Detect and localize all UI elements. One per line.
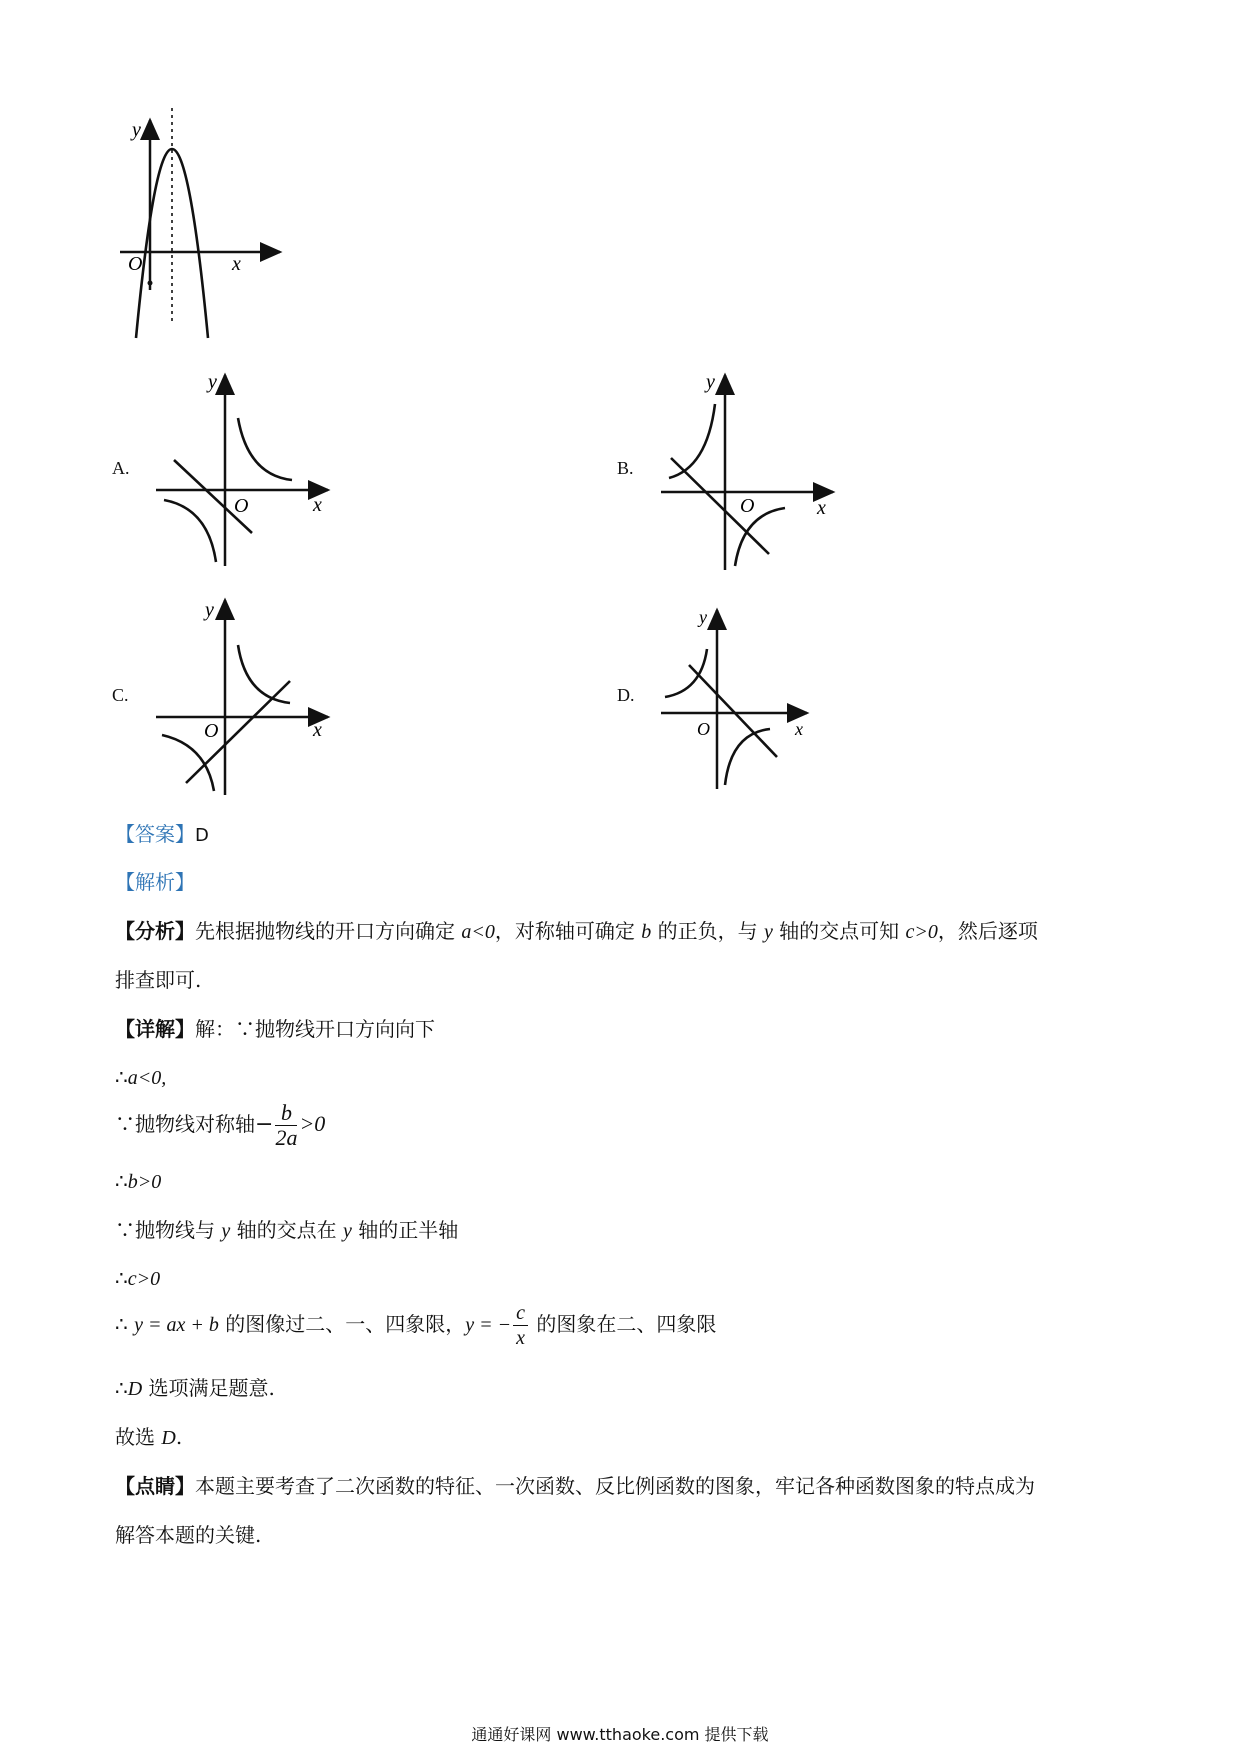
origin-label: O <box>697 719 710 739</box>
xiangjie-text: . <box>175 1425 183 1449</box>
fraction <box>275 1101 297 1150</box>
dianjing-line-1 <box>115 1472 1035 1500</box>
math-expr: y = − <box>465 1314 512 1336</box>
dianjing-line-2: 解答本题的关键. <box>115 1523 262 1547</box>
option-d-graph <box>655 605 825 795</box>
xiangjie-line-2 <box>115 1063 166 1092</box>
xiangjie-line-3 <box>115 1100 325 1150</box>
xiangjie-line-1 <box>115 1015 435 1043</box>
therefore-symbol: ∴ <box>115 1065 128 1089</box>
math-expr: y = ax + b <box>134 1314 219 1336</box>
fenxi-text: 轴的交点可知 <box>772 919 906 943</box>
therefore-symbol: ∴ <box>115 1376 128 1400</box>
xiangjie-text: 轴的交点在 <box>230 1218 343 1242</box>
xiangjie-text: 的图象在二、四象限 <box>529 1312 717 1336</box>
origin-label: O <box>234 495 249 517</box>
axis-x-label: x <box>313 719 322 741</box>
answer-value: D <box>195 825 209 846</box>
therefore-symbol: ∴ <box>115 1312 135 1336</box>
axis-y-label: y <box>205 599 214 621</box>
xiangjie-text: ∵抛物线与 <box>115 1218 222 1242</box>
page-footer: 通通好课网 www.tthaoke.com 提供下载 <box>471 1725 769 1744</box>
math-expr: b>0 <box>127 1171 162 1193</box>
option-c-graph <box>150 595 340 800</box>
xiangjie-text: 故选 <box>115 1425 162 1449</box>
fraction-denominator: 2a <box>275 1125 298 1150</box>
xiangjie-line-5 <box>115 1216 458 1245</box>
axis-y-label: y <box>706 371 715 393</box>
analysis-tag: 【解析】 <box>115 870 195 894</box>
fenxi-math: a<0 <box>461 921 495 943</box>
math-expr: − <box>255 1112 274 1137</box>
fenxi-text: 的正负，与 <box>651 919 764 943</box>
fenxi-text: ，对称轴可确定 <box>494 919 642 943</box>
xiangjie-tag: 【详解】 <box>115 1017 195 1041</box>
fenxi-text: 先根据抛物线的开口方向确定 <box>195 919 462 943</box>
origin-label: O <box>128 253 143 275</box>
axis-y-label: y <box>208 371 217 393</box>
xiangjie-line-8 <box>115 1374 275 1403</box>
fenxi-line-2: 排查即可. <box>115 968 202 992</box>
math-expr: >0 <box>299 1111 326 1136</box>
dianjing-text: 本题主要考查了二次函数的特征、一次函数、反比例函数的图象，牢记各种函数图象的特点成为 <box>195 1474 1035 1498</box>
xiangjie-line-9 <box>115 1423 182 1452</box>
option-a-graph <box>150 370 340 570</box>
xiangjie-text: ∵抛物线对称轴 <box>115 1112 255 1136</box>
xiangjie-text: 选项满足题意. <box>142 1376 275 1400</box>
fraction-numerator: b <box>275 1101 297 1126</box>
answer-line <box>115 820 209 850</box>
therefore-symbol: ∴ <box>115 1169 128 1193</box>
answer-tag: 【答案】 <box>115 822 195 846</box>
xiangjie-line-6 <box>115 1264 160 1293</box>
fenxi-text: ，然后逐项 <box>937 919 1038 943</box>
fenxi-math: b <box>641 921 652 943</box>
math-expr: D <box>161 1427 176 1449</box>
axis-x-label: x <box>795 719 803 739</box>
math-expr: y <box>342 1220 352 1242</box>
option-c-label: C. <box>112 685 129 705</box>
axis-y-label: y <box>699 607 707 627</box>
xiangjie-line-7 <box>115 1300 716 1350</box>
fraction-numerator: c <box>513 1301 528 1326</box>
fenxi-tag: 【分析】 <box>115 919 195 943</box>
therefore-symbol: ∴ <box>115 1266 128 1290</box>
parabola-figure <box>120 100 290 350</box>
math-expr: y <box>221 1220 231 1242</box>
origin-label: O <box>740 495 755 517</box>
fraction <box>513 1301 528 1350</box>
axis-x-label: x <box>232 253 241 275</box>
math-expr: c>0 <box>127 1268 161 1290</box>
fenxi-math: y <box>763 921 773 943</box>
axis-x-label: x <box>817 497 826 519</box>
option-a-label: A. <box>112 458 130 478</box>
dianjing-tag: 【点睛】 <box>115 1474 195 1498</box>
axis-y-label: y <box>132 119 141 141</box>
xiangjie-text: 轴的正半轴 <box>351 1218 459 1242</box>
xiangjie-line-4 <box>115 1167 161 1196</box>
fenxi-math: c>0 <box>905 921 938 943</box>
option-d-label: D. <box>617 685 635 705</box>
option-b-label: B. <box>617 458 634 478</box>
fraction-denominator: x <box>516 1327 525 1349</box>
xiangjie-text: 的图像过二、一、四象限， <box>218 1312 466 1336</box>
xiangjie-text: 解：∵抛物线开口方向向下 <box>195 1017 435 1041</box>
axis-x-label: x <box>313 494 322 516</box>
fenxi-line-1 <box>115 917 1038 946</box>
math-expr: D <box>127 1378 143 1400</box>
origin-label: O <box>204 720 219 742</box>
option-b-graph <box>655 370 845 580</box>
math-expr: a<0, <box>127 1067 167 1089</box>
